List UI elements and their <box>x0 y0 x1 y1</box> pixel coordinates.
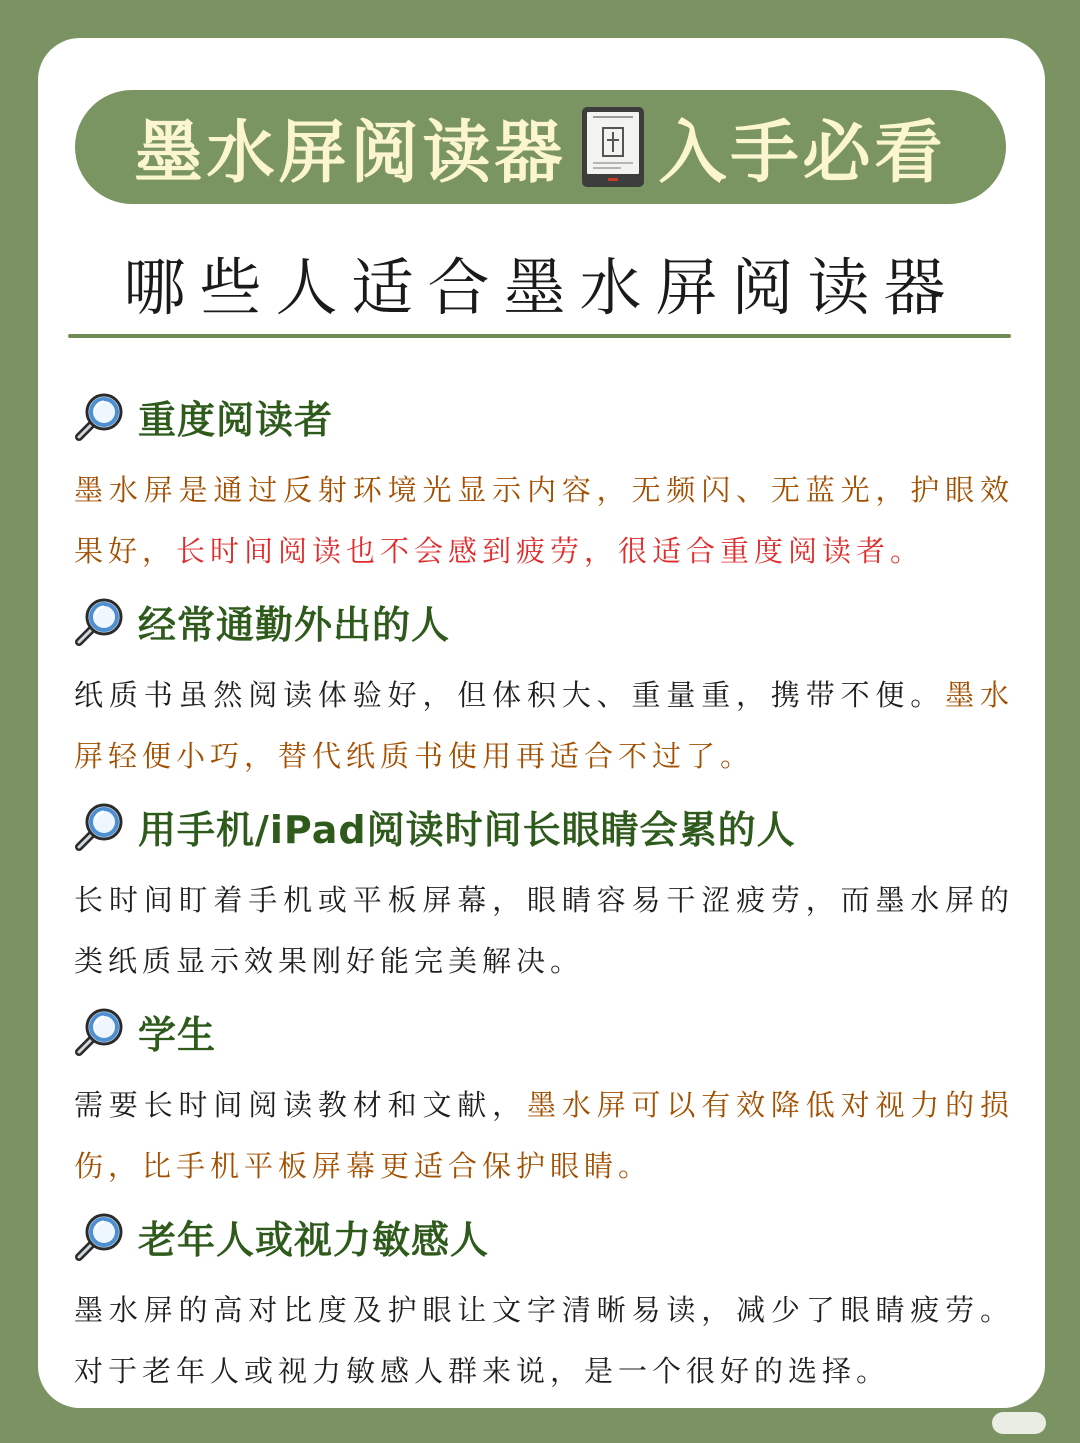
section-title: 重度阅读者 <box>138 397 334 442</box>
section-title: 用手机/iPad阅读时间长眼睛会累的人 <box>138 807 796 852</box>
section-body <box>74 665 1014 787</box>
content-card <box>38 38 1045 1408</box>
body-text: 墨水屏的高对比度及护眼让文字清晰易读，减少了眼睛疲劳。对于老年人或视力敏感人群来说，是一个很好的选择。 <box>74 1293 1014 1388</box>
watermark-logo <box>992 1412 1046 1434</box>
section-title: 老年人或视力敏感人 <box>138 1217 490 1262</box>
magnifier-icon <box>74 1210 126 1262</box>
section-elderly-sensitive <box>74 1206 1014 1402</box>
section-header <box>74 1206 1014 1266</box>
subtitle: 哪些人适合墨水屏阅读器 <box>123 251 960 324</box>
section-title: 学生 <box>138 1012 217 1057</box>
section-phone-ipad-readers <box>74 796 1014 992</box>
body-text: 纸质书虽然阅读体验好，但体积大、重量重，携带不便。 <box>74 678 946 712</box>
magnifier-icon <box>74 800 126 852</box>
magnifier-icon <box>74 390 126 442</box>
section-body <box>74 870 1014 992</box>
body-text: 需要长时间阅读教材和文献， <box>74 1088 527 1122</box>
body-text-highlight: 墨水屏可以有效降低对视力的损伤，比手机平板屏幕更适合保护眼睛。 <box>74 1088 1014 1183</box>
magnifier-icon <box>74 595 126 647</box>
body-text: 长时间盯着手机或平板屏幕，眼睛容易干涩疲劳，而墨水屏的类纸质显示效果刚好能完美解决。 <box>74 883 1014 978</box>
body-text-emphasis: 长时间阅读也不会感到疲劳，很适合重度阅读者。 <box>176 534 925 568</box>
section-body <box>74 1280 1014 1402</box>
section-heavy-readers <box>74 386 1014 582</box>
section-body <box>74 460 1014 582</box>
section-header <box>74 796 1014 856</box>
section-header <box>74 1001 1014 1061</box>
section-header <box>74 591 1014 651</box>
ereader-icon <box>581 106 645 188</box>
body-text-highlight: 墨水屏是通过反射环境光显示内容，无频闪、无蓝光，护眼效果好， <box>74 473 1014 568</box>
title-banner <box>75 90 1006 204</box>
section-students <box>74 1001 1014 1197</box>
title-text-after: 入手必看 <box>658 113 947 193</box>
body-text-highlight: 墨水屏轻便小巧，替代纸质书使用再适合不过了。 <box>74 678 1014 773</box>
section-header <box>74 386 1014 446</box>
section-title: 经常通勤外出的人 <box>138 602 451 647</box>
section-commuters <box>74 591 1014 787</box>
divider <box>68 334 1011 338</box>
section-body <box>74 1075 1014 1197</box>
title-text-before: 墨水屏阅读器 <box>134 113 567 193</box>
magnifier-icon <box>74 1005 126 1057</box>
